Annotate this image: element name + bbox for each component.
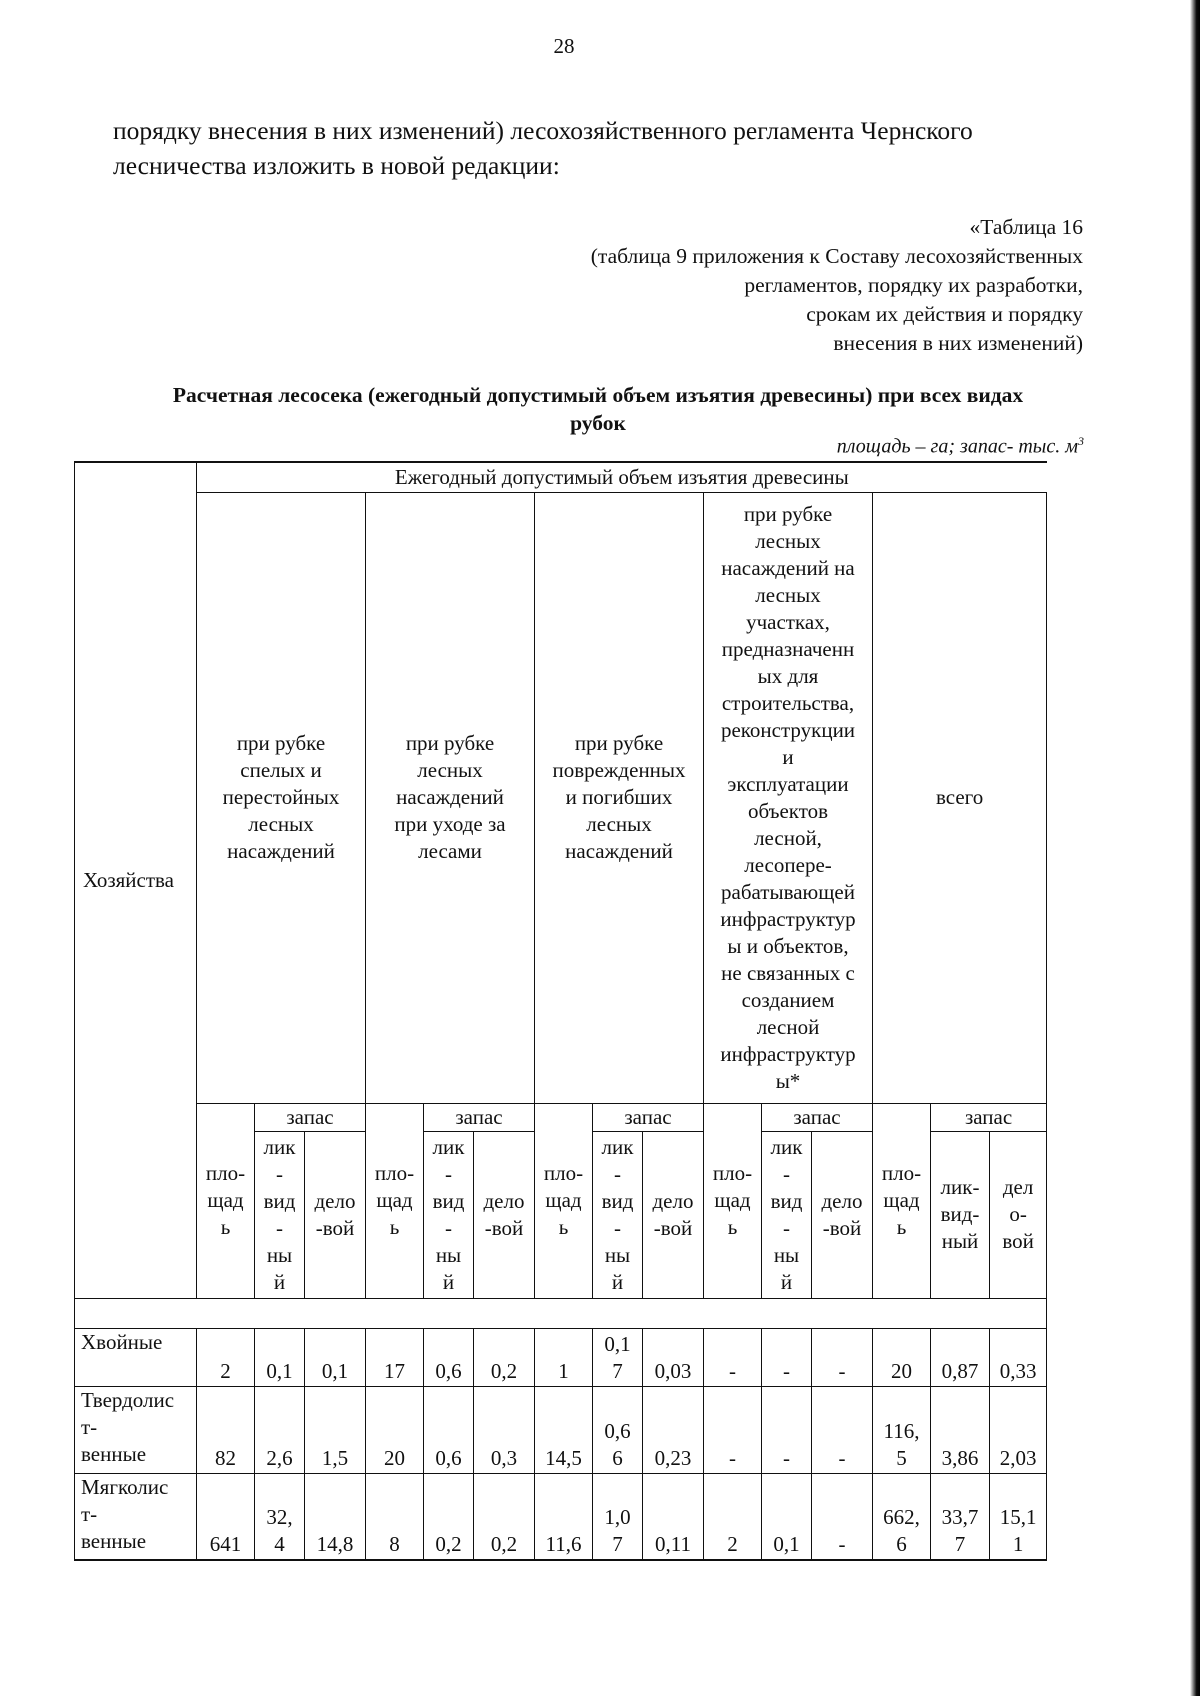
- cell-value: 8: [366, 1473, 424, 1560]
- group-header-total: всего: [873, 492, 1047, 1103]
- cell-value: 1: [535, 1328, 593, 1386]
- table-caption: [591, 213, 1083, 358]
- cell-value: 0,87: [931, 1328, 990, 1386]
- cell-value: -: [812, 1386, 873, 1473]
- cell-value: 17: [366, 1328, 424, 1386]
- cell-value: 0,23: [643, 1386, 704, 1473]
- cell-value: 0,11: [643, 1473, 704, 1560]
- units-text: площадь – га; запас- тыс. м: [836, 435, 1078, 458]
- cell-value: 0,6: [424, 1386, 474, 1473]
- cell-value: 0,6: [424, 1328, 474, 1386]
- row-name: Мягколис т- венные: [75, 1473, 197, 1560]
- cell-value: 641: [197, 1473, 255, 1560]
- caption-line: (таблица 9 приложения к Составу лесохозяйственных: [590, 244, 1083, 268]
- stock-header: запас: [762, 1103, 873, 1131]
- group-header-mature: при рубке спелых и перестойных лесных насаждений: [197, 492, 366, 1103]
- area-header: пло- щад ь: [704, 1103, 762, 1298]
- intro-line: лесничества изложить в новой редакции:: [113, 151, 560, 180]
- cell-value: 11,6: [535, 1473, 593, 1560]
- spacer-row: [75, 1298, 1047, 1328]
- cell-value: 33,7 7: [931, 1473, 990, 1560]
- cell-value: 32, 4: [255, 1473, 305, 1560]
- cell-value: 1,5: [305, 1386, 366, 1473]
- caption-line: срокам их действия и порядку: [806, 302, 1083, 326]
- business-header: дело -вой: [643, 1131, 704, 1298]
- cell-value: 662, 6: [873, 1473, 931, 1560]
- business-header: дело -вой: [812, 1131, 873, 1298]
- cell-value: 116, 5: [873, 1386, 931, 1473]
- cell-value: -: [812, 1328, 873, 1386]
- liquid-header: лик- вид- ный: [931, 1131, 990, 1298]
- cell-value: 82: [197, 1386, 255, 1473]
- page-number: 28: [553, 34, 575, 58]
- business-header: дел о- вой: [990, 1131, 1047, 1298]
- intro-line: порядку внесения в них изменений) лесохозяйственного регламента Чернского: [113, 116, 973, 145]
- cell-value: 2: [197, 1328, 255, 1386]
- intro-paragraph: [113, 113, 1083, 183]
- area-header: пло- щад ь: [366, 1103, 424, 1298]
- stock-header: запас: [593, 1103, 704, 1131]
- group-header-thinning: при рубке лесных насаждений при уходе за лесами: [366, 492, 535, 1103]
- stock-header: запас: [424, 1103, 535, 1131]
- cell-value: 2,03: [990, 1386, 1047, 1473]
- cell-value: -: [762, 1328, 812, 1386]
- caption-line: регламентов, порядку их разработки,: [744, 273, 1083, 297]
- table-row: [75, 1386, 1047, 1473]
- cell-value: 2: [704, 1473, 762, 1560]
- liquid-header: лик - вид - ны й: [762, 1131, 812, 1298]
- cell-value: 3,86: [931, 1386, 990, 1473]
- units-superscript: 3: [1078, 434, 1084, 448]
- cell-value: 1,0 7: [593, 1473, 643, 1560]
- cell-value: 0,2: [424, 1473, 474, 1560]
- table-row: [75, 1328, 1047, 1386]
- cell-value: -: [812, 1473, 873, 1560]
- cell-value: 14,8: [305, 1473, 366, 1560]
- business-header: дело -вой: [305, 1131, 366, 1298]
- allowable-cut-table: [74, 461, 1047, 1561]
- cell-value: 0,1: [255, 1328, 305, 1386]
- farms-header: Хозяйства: [75, 462, 197, 1298]
- group-header-construction: при рубке лесных насаждений на лесных участках, предназначенн ых для строительства, реконструкции и эксплуатации объектов лесной, лесопере- рабатывающей инфраструктур ы и объектов, не связанных с созданием лесной инфраструктур ы*: [704, 492, 873, 1103]
- liquid-header: лик - вид - ны й: [424, 1131, 474, 1298]
- cell-value: 0,1: [305, 1328, 366, 1386]
- liquid-header: лик - вид - ны й: [593, 1131, 643, 1298]
- row-name: Твердолис т- венные: [75, 1386, 197, 1473]
- stock-header: запас: [931, 1103, 1047, 1131]
- cell-value: 0,3: [474, 1386, 535, 1473]
- cell-value: 15,1 1: [990, 1473, 1047, 1560]
- table-row: [75, 1473, 1047, 1560]
- title-line: рубок: [570, 411, 626, 435]
- area-header: пло- щад ь: [535, 1103, 593, 1298]
- table-title: [113, 381, 1083, 437]
- stock-header: запас: [255, 1103, 366, 1131]
- row-name: Хвойные: [75, 1328, 197, 1386]
- main-header: Ежегодный допустимый объем изъятия древесины: [197, 462, 1047, 492]
- cell-value: 0,33: [990, 1328, 1047, 1386]
- cell-value: -: [762, 1386, 812, 1473]
- units-note: [837, 434, 1084, 459]
- cell-value: 0,2: [474, 1473, 535, 1560]
- cell-value: 0,1: [762, 1473, 812, 1560]
- scan-edge: [1190, 0, 1200, 1696]
- cell-value: 0,1 7: [593, 1328, 643, 1386]
- cell-value: 2,6: [255, 1386, 305, 1473]
- cell-value: 0,6 6: [593, 1386, 643, 1473]
- cell-value: -: [704, 1328, 762, 1386]
- cell-value: 0,2: [474, 1328, 535, 1386]
- cell-value: 0,03: [643, 1328, 704, 1386]
- caption-line: «Таблица 16: [969, 215, 1083, 239]
- cell-value: 20: [873, 1328, 931, 1386]
- cell-value: -: [704, 1386, 762, 1473]
- title-line: Расчетная лесосека (ежегодный допустимый объем изъятия древесины) при всех видах: [172, 383, 1024, 407]
- cell-value: 20: [366, 1386, 424, 1473]
- area-header: пло- щад ь: [197, 1103, 255, 1298]
- group-header-damaged: при рубке поврежденных и погибших лесных насаждений: [535, 492, 704, 1103]
- business-header: дело -вой: [474, 1131, 535, 1298]
- liquid-header: лик - вид - ны й: [255, 1131, 305, 1298]
- caption-line: внесения в них изменений): [833, 331, 1083, 355]
- cell-value: 14,5: [535, 1386, 593, 1473]
- area-header: пло- щад ь: [873, 1103, 931, 1298]
